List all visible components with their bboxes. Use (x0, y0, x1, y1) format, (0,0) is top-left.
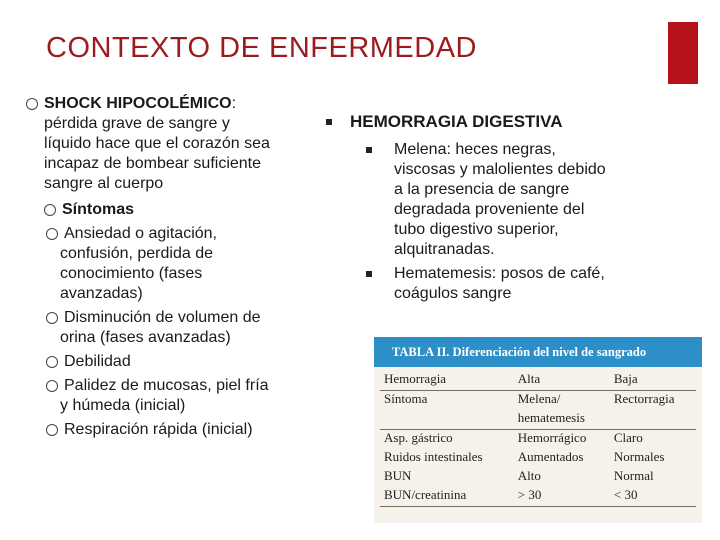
circle-bullet-icon (44, 204, 56, 216)
table-row: BUN/creatinina > 30 < 30 (380, 487, 696, 507)
table-row: Ruidos intestinales Aumentados Normales (384, 449, 665, 464)
circle-bullet-icon (46, 424, 58, 436)
square-bullet-icon (366, 147, 372, 153)
sintomas-label: Síntomas (62, 201, 135, 218)
symptom-item: Respiración rápida (inicial) (26, 420, 326, 440)
symptom-item: Palidez de mucosas, piel fría (26, 376, 326, 396)
shock-section: SHOCK HIPOCOLÉMICO: pérdida grave de sangre y líquido hace que el corazón sea incapaz de bombear suficiente sangre al cuerpo Síntomas Ansiedad o agitación, confusión, perdida de conocimiento (fases avanzadas) Disminución de volumen de orina (fases avanzadas) Debilidad Palidez de mucosas, piel fría y húmeda (inicial) Respiración rápida (inicial) (26, 94, 326, 440)
shock-heading: SHOCK HIPOCOLÉMICO (44, 95, 232, 112)
hemorragia-section (326, 112, 636, 304)
table-row: Asp. gástrico Hemorrágico Claro (384, 430, 643, 445)
circle-bullet-icon (26, 98, 38, 110)
table (380, 371, 696, 507)
slide-title: CONTEXTO DE ENFERMEDAD (46, 32, 478, 64)
circle-bullet-icon (46, 380, 58, 392)
table-row: hematemesis (380, 410, 696, 430)
hemorragia-heading: HEMORRAGIA DIGESTIVA (350, 112, 563, 131)
sintomas-row (26, 200, 326, 220)
square-bullet-icon (326, 119, 332, 125)
circle-bullet-icon (46, 356, 58, 368)
circle-bullet-icon (46, 228, 58, 240)
circle-bullet-icon (46, 312, 58, 324)
shock-description: pérdida grave de sangre y líquido hace que el corazón sea incapaz de bombear suficiente sangre al cuerpo (44, 115, 270, 192)
bleeding-level-table (374, 337, 702, 523)
table-header-row: Hemorragia Alta Baja (380, 371, 696, 391)
hemorragia-item: Melena: heces negras, viscosas y malolientes debido a la presencia de sangre degradada proveniente del tubo digestivo superior, alquitranadas. (326, 140, 636, 260)
hemorragia-heading-row (326, 112, 636, 132)
shock-heading-row: SHOCK HIPOCOLÉMICO: (26, 94, 326, 114)
table-title: TABLA II. Diferenciación del nivel de sangrado (374, 337, 702, 367)
symptom-item: Ansiedad o agitación, (26, 224, 326, 244)
symptom-item: Disminución de volumen de (26, 308, 326, 328)
square-bullet-icon (366, 271, 372, 277)
table-row: Síntoma Melena/ Rectorragia (384, 391, 675, 406)
symptom-item: Debilidad (26, 352, 326, 372)
hemorragia-item: Hematemesis: posos de café, coágulos sangre (326, 264, 636, 304)
accent-bar (668, 22, 698, 84)
table-row: BUN Alto Normal (384, 468, 654, 483)
